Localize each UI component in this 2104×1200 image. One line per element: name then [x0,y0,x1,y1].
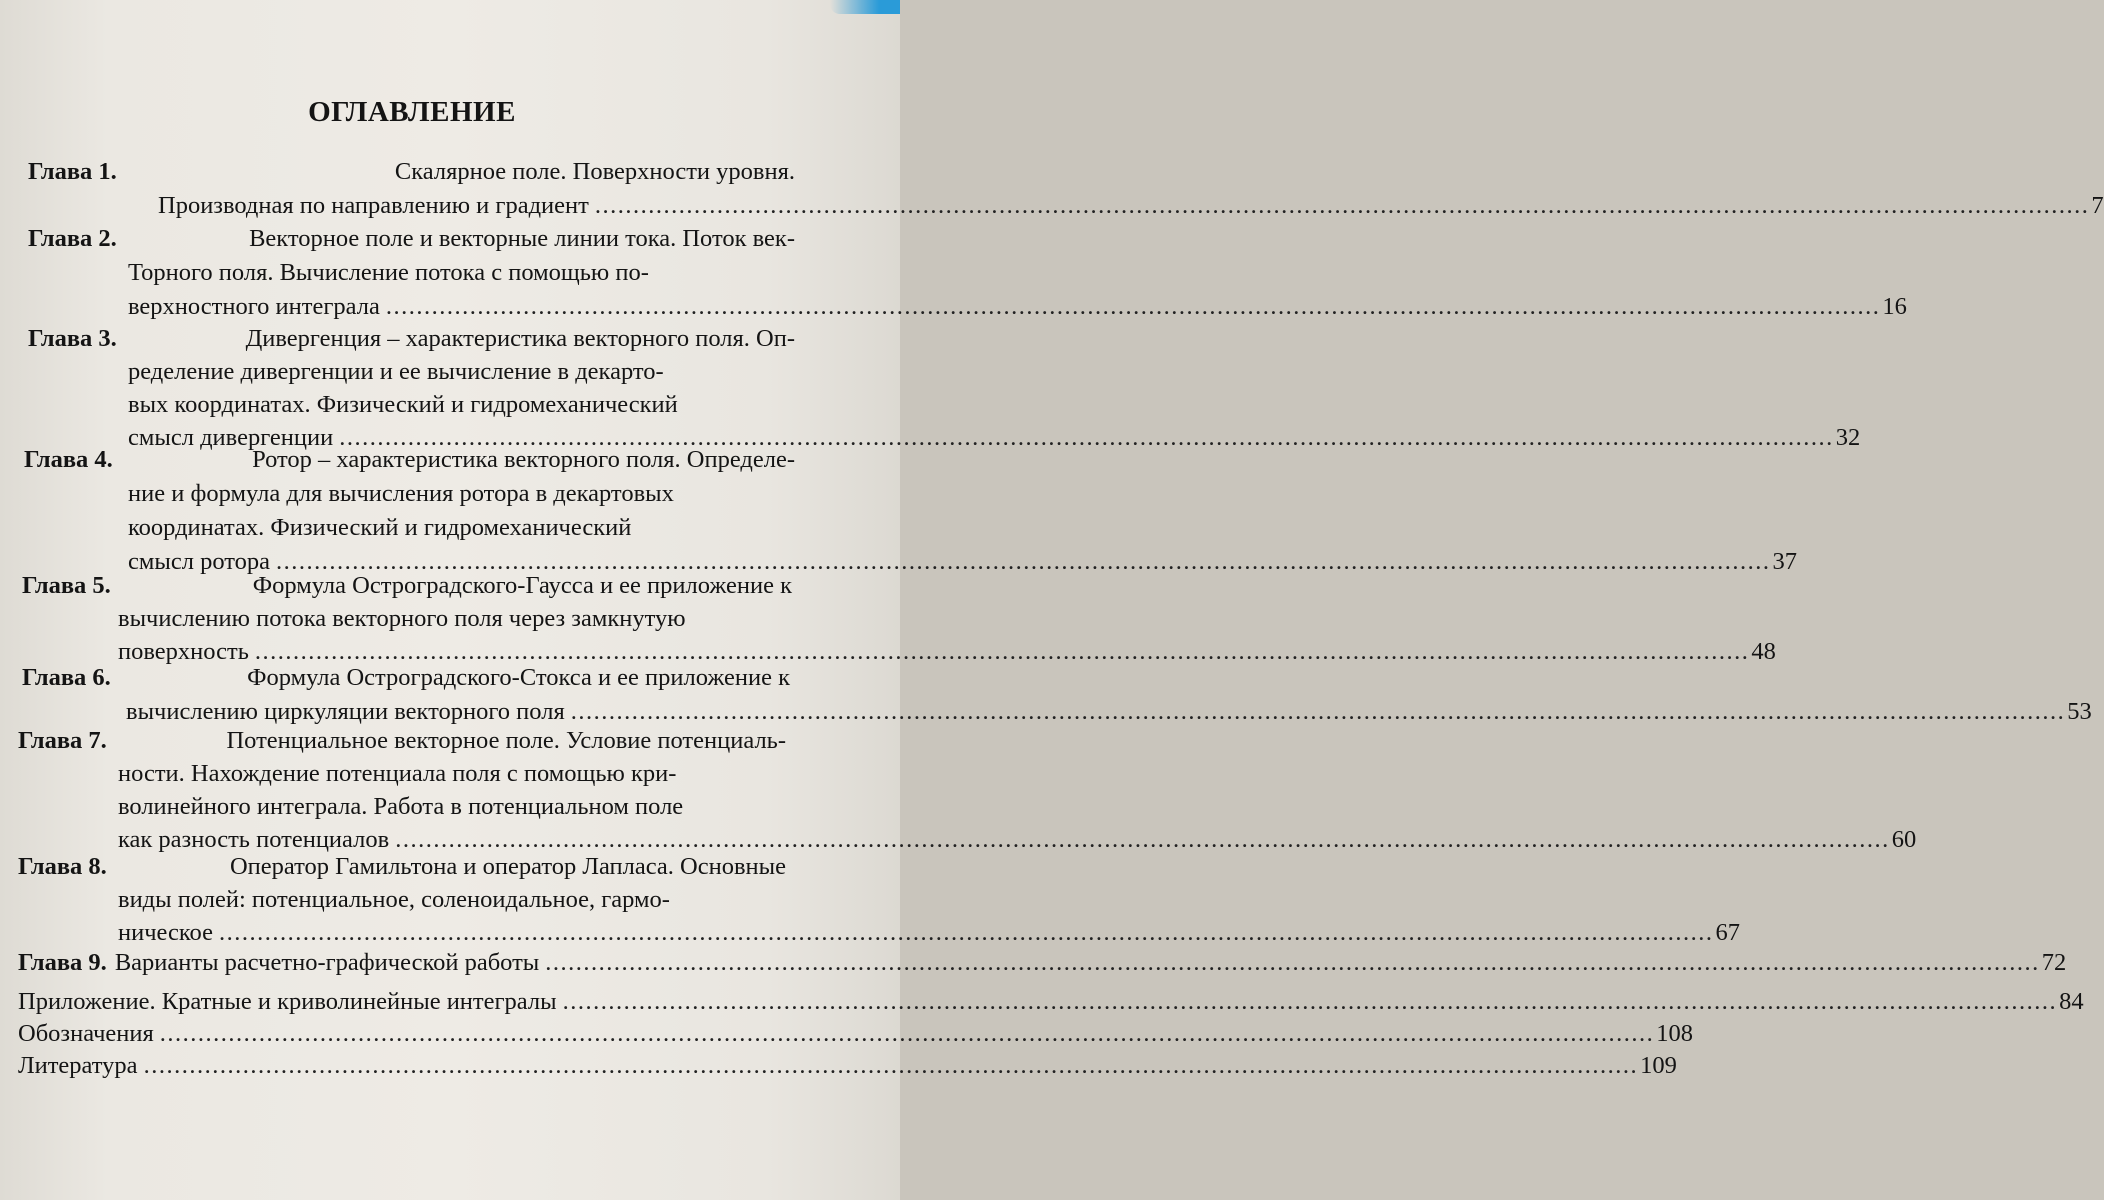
chapter-label: Глава 9. [18,949,107,976]
dot-leader: .................................................................................................................................................................................................... [545,949,2040,976]
entry-text: верхностного интеграла [128,293,380,320]
toc-entry-last-line [18,1052,1677,1079]
page-number: 67 [1715,919,1740,946]
toc-entry-last-line [128,548,1797,575]
entry-text: Потенциальное векторное поле. Условие потенциаль- [226,727,786,754]
toc-entry-line [18,855,786,880]
page-number: 109 [1640,1052,1677,1079]
chapter-label: Глава 7. [18,727,107,754]
entry-text: поверхность [118,638,249,665]
entry-text: ническое [118,919,213,946]
toc-entry-line [118,762,786,787]
toc-entry-line [24,448,795,473]
entry-text: Скалярное поле. Поверхности уровня. [394,158,795,185]
toc-entry-last-line [128,293,1907,320]
entry-text: ние и формула для вычисления ротора в декартовых [128,480,674,507]
toc-entry-line [28,327,795,352]
entry-text: Формула Остроградского-Гаусса и ее приложение к [252,572,792,599]
chapter-label: Глава 1. [28,158,117,185]
toc-entry-line [128,516,795,541]
entry-text: ределение дивергенции и ее вычисление в декарто- [128,358,664,385]
chapter-label: Глава 5. [22,572,111,599]
dot-leader: .................................................................................................................................................................................................... [395,826,1890,853]
entry-text: ности. Нахождение потенциала поля с помощью кри- [118,760,677,787]
entry-text: Производная по направлению и градиент [158,192,589,219]
dot-leader: .................................................................................................................................................................................................... [219,919,1714,946]
dot-leader: .................................................................................................................................................................................................... [339,424,1834,451]
entry-text: Литература [18,1052,138,1079]
entry-text: координатах. Физический и гидромеханический [128,514,632,541]
entry-text: Варианты расчетно-графической работы [114,949,540,976]
toc-entry-line [118,795,786,820]
entry-text: волинейного интеграла. Работа в потенциальном поле [118,793,684,820]
toc-entry-last-line [18,988,2084,1015]
entry-text: Ротор – характеристика векторного поля. Определе- [252,446,795,473]
page-title: ОГЛАВЛЕНИЕ [308,96,516,128]
toc-entry-line [22,666,790,691]
entry-text: вых координатах. Физический и гидромеханический [128,391,678,418]
page-number: 37 [1772,548,1797,575]
page-number: 7 [2091,192,2104,219]
entry-text: Формула Остроградского-Стокса и ее приложение к [247,664,790,691]
toc-entry-last-line [18,1020,1694,1047]
entry-text: Торного поля. Вычисление потока с помощью по- [128,259,649,286]
dot-leader: .................................................................................................................................................................................................... [254,638,1750,665]
toc-entry-line [28,160,795,185]
dot-leader: .................................................................................................................................................................................................... [570,698,2066,725]
toc-entry-last-line [118,826,1917,853]
toc-entry-line [22,574,792,599]
toc-entry-last-line [126,698,2092,725]
entry-text: смысл дивергенции [128,424,334,451]
toc-entry-line [28,227,795,252]
dot-leader: .................................................................................................................................................................................................... [159,1020,1655,1047]
toc-entry-last-line [158,192,2104,219]
entry-text: виды полей: потенциальное, соленоидальное, гармо- [118,886,670,913]
page-number: 60 [1891,826,1917,853]
entry-text: Приложение. Кратные и криволинейные интегралы [18,988,557,1015]
page-number: 16 [1882,293,1907,320]
entry-text: Обозначения [18,1020,154,1047]
chapter-label: Глава 2. [28,225,117,252]
page-number: 84 [2059,988,2084,1015]
toc-entry-line [128,360,795,385]
page-number: 53 [2067,698,2092,725]
chapter-label: Глава 8. [18,853,107,880]
toc-entry-line [118,607,792,632]
page-number: 32 [1835,424,1861,451]
toc-entry-last-line [18,949,2067,976]
dot-leader: .................................................................................................................................................................................................... [276,548,1771,575]
toc-entry-line [118,888,786,913]
entry-text: смысл ротора [128,548,270,575]
toc-entry-last-line [118,919,1740,946]
entry-text: Дивергенция – характеристика векторного поля. Оп- [245,325,795,352]
chapter-label: Глава 4. [24,446,113,473]
entry-text: вычислению потока векторного поля через замкнутую [118,605,686,632]
page-number: 48 [1751,638,1776,665]
toc-entry-line [128,393,795,418]
dot-leader: .................................................................................................................................................................................................... [143,1052,1639,1079]
entry-text: вычислению циркуляции векторного поля [126,698,565,725]
entry-text: как разность потенциалов [118,826,390,853]
page-number: 72 [2041,949,2067,976]
dot-leader: .................................................................................................................................................................................................... [562,988,2058,1015]
toc-entry-line [128,261,795,286]
chapter-label: Глава 6. [22,664,111,691]
entry-text: Оператор Гамильтона и оператор Лапласа. Основные [229,853,786,880]
dot-leader: .................................................................................................................................................................................................... [385,293,1881,320]
entry-text: Векторное поле и векторные линии тока. Поток век- [249,225,795,252]
dot-leader: .................................................................................................................................................................................................... [594,192,2090,219]
toc-entry-line [18,729,786,754]
toc-entry-line [128,482,795,507]
chapter-label: Глава 3. [28,325,117,352]
page-number: 108 [1656,1020,1694,1047]
toc-entry-last-line [118,638,1776,665]
